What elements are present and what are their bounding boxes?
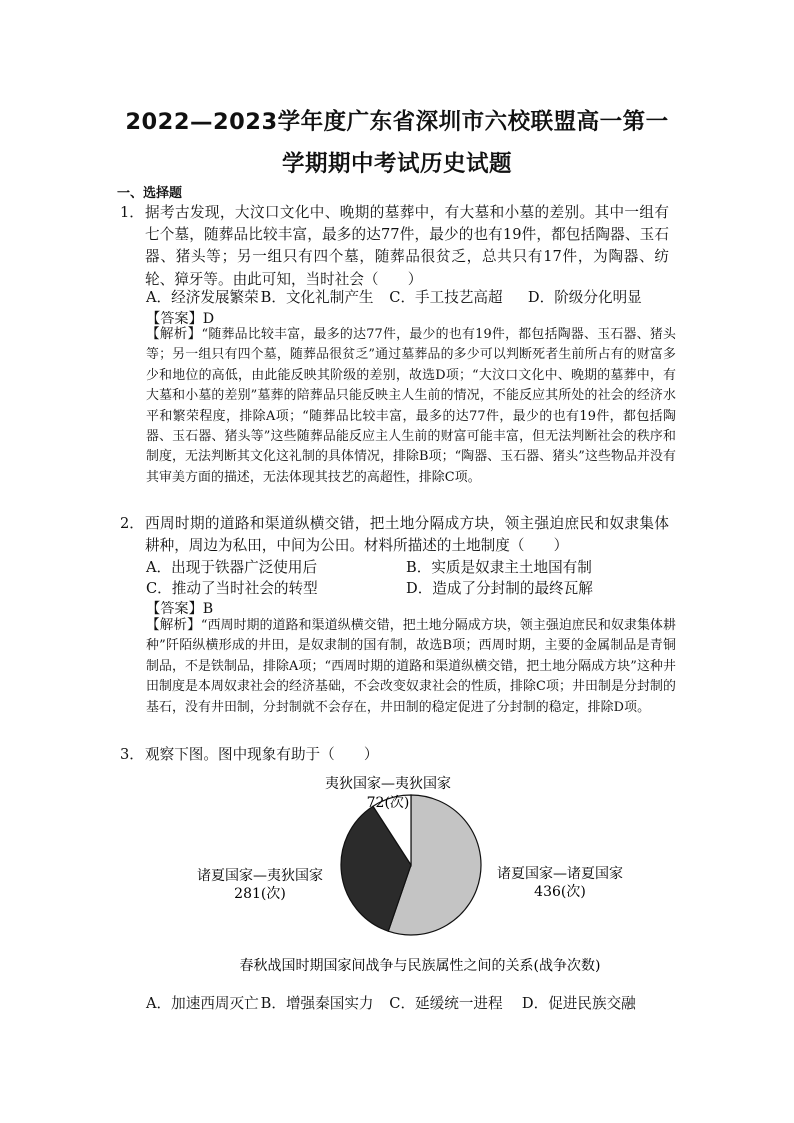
question-1-number: 1． <box>120 204 144 221</box>
analysis-tag: 【解析】 <box>146 617 201 633</box>
exam-title-line-2: 学期期中考试历史试题 <box>281 151 512 177</box>
question-2-stem: 西周时期的道路和渠道纵横交错，把土地分隔成方块，领主强迫庶民和奴隶集体耕种，周边为私田，中间为公田。材料所描述的土地制度（ ） <box>145 515 669 555</box>
option-c: C．手工技艺高超 <box>389 289 503 306</box>
question-1 <box>117 202 669 291</box>
option-c: C．延缓统一进程 <box>389 995 503 1012</box>
option-d: D．促进民族交融 <box>521 995 636 1012</box>
option-a: A．出现于铁器广泛使用后 <box>146 559 318 576</box>
option-a: A．加速西周灭亡 <box>146 995 259 1012</box>
exam-title-line-1: 2022—2023学年度广东省深圳市六校联盟高一第一 <box>125 109 669 135</box>
pie-value-zhuxia-zhuxia: 436(次) <box>534 884 586 900</box>
analysis-tag: 【解析】 <box>146 326 202 342</box>
pie-value-yidi-yidi: 72(次) <box>366 795 410 811</box>
question-3-number: 3． <box>120 746 144 763</box>
option-b: B．增强秦国实力 <box>260 995 374 1012</box>
option-a: A．经济发展繁荣 <box>146 289 259 306</box>
question-3-stem: 观察下图。图中现象有助于（ ） <box>145 746 379 763</box>
question-3 <box>117 744 669 766</box>
question-2-answer: 【答案】B <box>146 601 214 617</box>
question-2-analysis <box>146 615 676 718</box>
option-b: B．实质是奴隶主土地国有制 <box>406 559 592 576</box>
question-1-options <box>146 286 642 307</box>
question-1-answer: 【答案】D <box>146 311 215 327</box>
pie-chart <box>180 768 650 980</box>
question-1-stem: 据考古发现，大汶口文化中、晚期的墓葬中，有大墓和小墓的差别。其中一组有七个墓，随葬品比较丰富，最多的达77件，最少的也有19件，都包括陶器、玉石器、猪头等；另一组只有四个墓，随葬品很贫乏，总共只有17件，为陶器、纺轮、獐牙等。由此可知，当时社会（ ） <box>145 204 669 288</box>
analysis-text: “随葬品比较丰富，最多的达77件，最少的也有19件，都包括陶器、玉石器、猪头等；另一组只有四个墓，随葬品很贫乏”通过墓葬品的多少可以判断死者生前所占有的财富多少和地位的高低，由此能反映其阶级的差别，故选D项；“大汶口文化中、晚期的墓葬中，有大墓和小墓的差别”墓葬的陪葬品只能反映主人生前的情况，不能反应其所处的社会的经济水平和繁荣程度，排除A项；“随葬品比较丰富，最多的达77件，最少的也有19件，都包括陶器、玉石器、猪头等”这些随葬品能反应主人生前的财富可能丰富，但无法判断社会的秩序和制度，无法判断其文化这礼制的具体情况，排除B项；“陶器、玉石器、猪头”这些物品并没有其审美方面的描述，无法体现其技艺的高超性，排除C项。 <box>146 327 676 485</box>
option-b: B．文化礼制产生 <box>260 289 374 306</box>
question-3-options <box>146 992 636 1013</box>
option-d: D．造成了分封制的最终瓦解 <box>406 580 593 597</box>
chart-title: 春秋战国时期国家间战争与民族属性之间的关系(战争次数) <box>239 958 601 974</box>
pie-label-zhuxia-zhuxia: 诸夏国家—诸夏国家 <box>497 866 623 882</box>
question-2-number: 2． <box>120 515 144 532</box>
question-1-analysis <box>146 324 676 488</box>
analysis-text: “西周时期的道路和渠道纵横交错，把土地分隔成方块，领主强迫庶民和奴隶集体耕种”阡陌纵横形成的井田，是奴隶制的国有制，故选B项；西周时期，主要的金属制品是青铜制品，不是铁制品，排除A项；“西周时期的道路和渠道纵横交错，把土地分隔成方块”这种井田制度是本周奴隶社会的经济基础，不会改变奴隶社会的性质，排除C项；井田制是分封制的基石，没有井田制，分封制就不会存在，井田制的稳定促进了分封制的稳定，排除D项。 <box>146 618 676 715</box>
pie-label-zhuxia-yidi: 诸夏国家—夷狄国家 <box>197 868 323 884</box>
question-2 <box>117 513 669 557</box>
section-heading: 一、选择题 <box>117 186 183 201</box>
option-c: C．推动了当时社会的转型 <box>146 580 318 597</box>
pie-value-zhuxia-yidi: 281(次) <box>234 886 286 902</box>
pie-label-yidi-yidi: 夷狄国家—夷狄国家 <box>325 776 451 792</box>
option-d: D．阶级分化明显 <box>527 289 642 306</box>
pie-slices <box>341 795 481 935</box>
